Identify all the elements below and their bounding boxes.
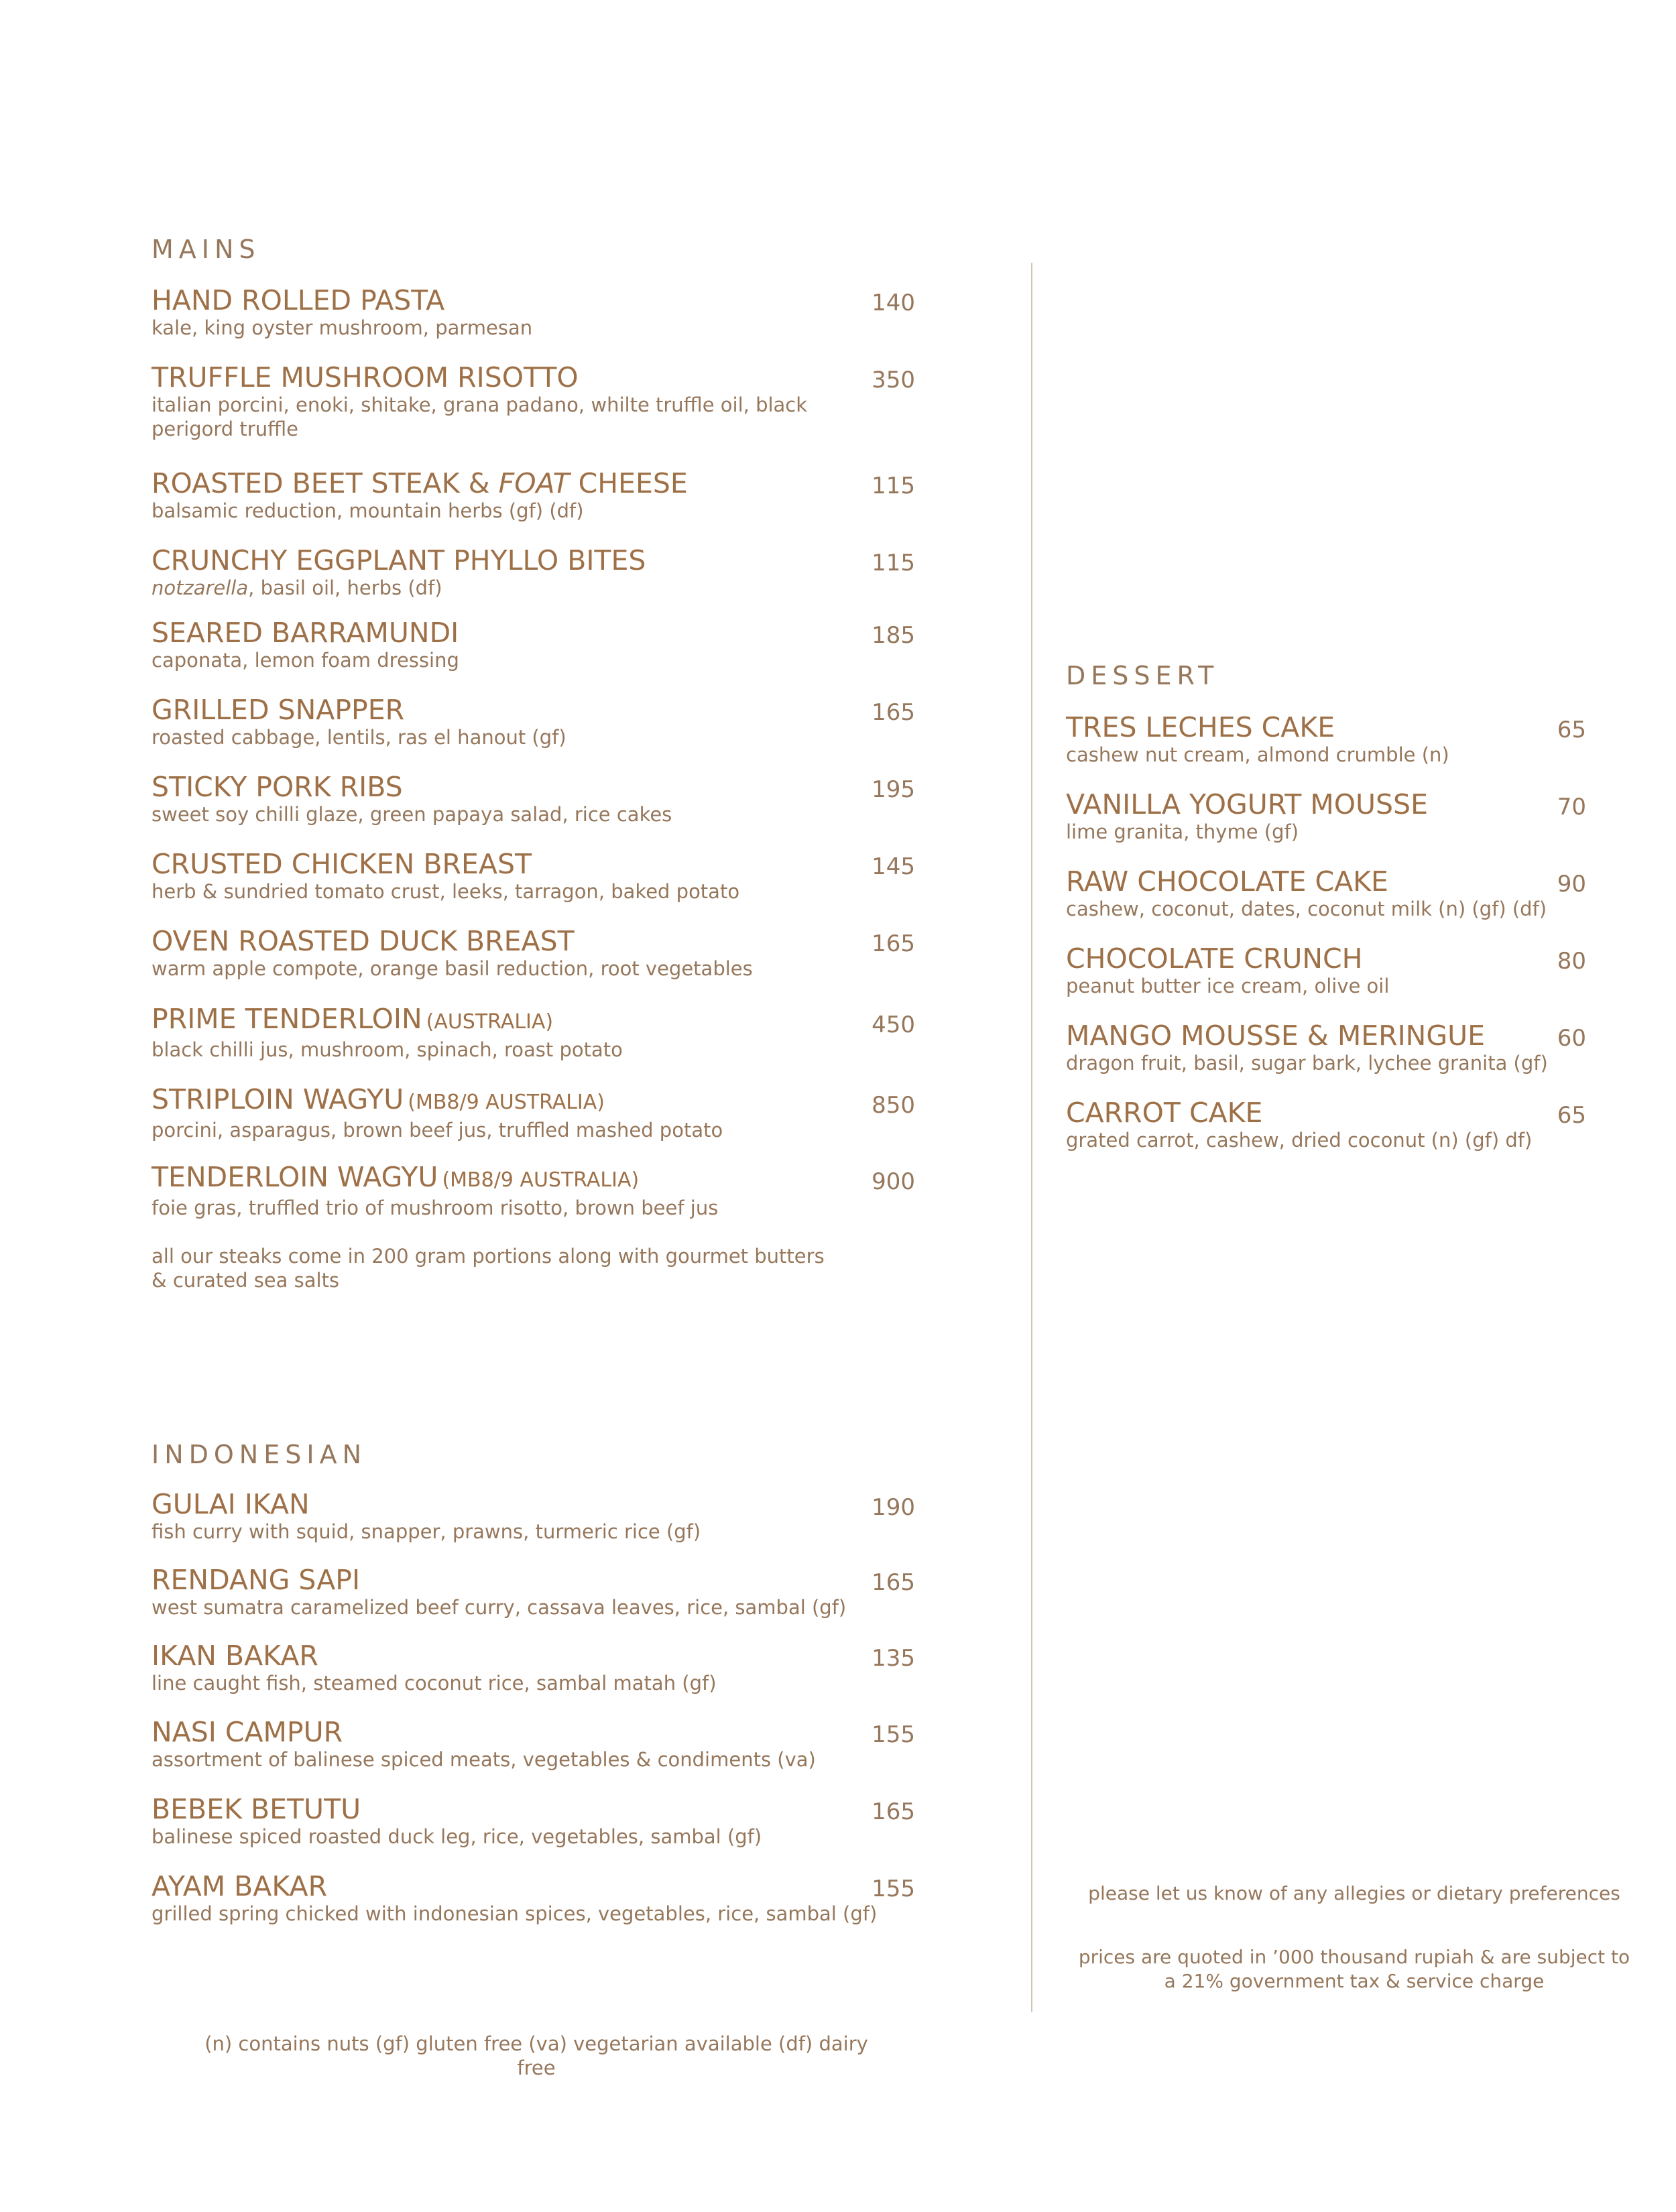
item-price: 850 xyxy=(872,1092,915,1119)
item-desc: sweet soy chilli glaze, green papaya salad, rice cakes xyxy=(152,803,672,826)
menu-item xyxy=(152,1084,723,1142)
item-desc: cashew nut cream, almond crumble (n) xyxy=(1066,743,1449,766)
item-name: RENDANG SAPI xyxy=(152,1564,361,1596)
item-price: 165 xyxy=(872,930,915,957)
item-price: 90 xyxy=(1557,871,1586,898)
item-price: 135 xyxy=(872,1645,915,1672)
steak-footnote xyxy=(152,1244,825,1292)
menu-item xyxy=(152,926,753,981)
item-desc: kale, king oyster mushroom, parmesan xyxy=(152,316,533,339)
menu-item xyxy=(1066,789,1428,844)
menu-item xyxy=(152,1489,701,1544)
menu-item xyxy=(152,1871,877,1926)
column-divider xyxy=(1031,263,1032,2012)
menu-item xyxy=(152,1717,816,1772)
item-desc: line caught fish, steamed coconut rice, sambal matah (gf) xyxy=(152,1672,717,1695)
item-desc: dragon fruit, basil, sugar bark, lychee granita (gf) xyxy=(1066,1052,1548,1074)
item-price: 155 xyxy=(872,1721,915,1748)
item-origin: (MB8/9 AUSTRALIA) xyxy=(442,1168,640,1192)
item-name: MANGO MOUSSE & MERINGUE xyxy=(1066,1020,1486,1052)
item-name: CHOCOLATE CRUNCH xyxy=(1066,942,1363,975)
item-name: TRUFFLE MUSHROOM RISOTTO xyxy=(152,361,579,393)
item-price: 140 xyxy=(872,290,915,316)
item-name: PRIME TENDERLOIN (AUSTRALIA) xyxy=(152,1003,554,1035)
item-price: 60 xyxy=(1557,1025,1586,1052)
mains-heading: MAINS xyxy=(152,235,261,264)
item-desc: warm apple compote, orange basil reduction, root vegetables xyxy=(152,957,753,980)
menu-item xyxy=(152,362,807,441)
item-name: TRES LECHES CAKE xyxy=(1066,711,1335,743)
price-note-line: prices are quoted in ’000 thousand rupiah & are subject to xyxy=(1078,1946,1630,1968)
menu-item xyxy=(1066,712,1449,767)
item-name: STICKY PORK RIBS xyxy=(152,771,403,803)
price-note-line: a 21% government tax & service charge xyxy=(1164,1970,1545,1992)
menu-item xyxy=(152,1640,717,1695)
menu-item xyxy=(152,772,672,826)
menu-item xyxy=(1066,943,1389,998)
menu-item xyxy=(152,694,566,749)
item-name: IKAN BAKAR xyxy=(152,1640,318,1672)
item-price: 165 xyxy=(872,699,915,726)
footnote-line: & curated sea salts xyxy=(152,1269,340,1292)
allergy-note: please let us know of any allegies or dietary preferences xyxy=(1088,1882,1620,1904)
item-name: HAND ROLLED PASTA xyxy=(152,284,445,316)
item-name: AYAM BAKAR xyxy=(152,1870,328,1902)
menu-item xyxy=(152,1564,846,1619)
menu-item xyxy=(152,468,688,523)
item-desc: herb & sundried tomato crust, leeks, tarragon, baked potato xyxy=(152,880,740,903)
item-price: 195 xyxy=(872,776,915,803)
item-name: NASI CAMPUR xyxy=(152,1716,343,1748)
item-name: SEARED BARRAMUNDI xyxy=(152,617,459,649)
menu-item xyxy=(1066,1020,1548,1075)
item-desc: caponata, lemon foam dressing xyxy=(152,649,459,672)
item-price: 65 xyxy=(1557,717,1586,743)
footnote-line: all our steaks come in 200 gram portions along with gourmet butters xyxy=(152,1245,825,1268)
item-name: GRILLED SNAPPER xyxy=(152,694,405,726)
menu-item xyxy=(152,1003,623,1062)
item-desc: fish curry with squid, snapper, prawns, turmeric rice (gf) xyxy=(152,1520,701,1543)
item-desc: peanut butter ice cream, olive oil xyxy=(1066,975,1390,997)
menu-item xyxy=(152,1162,718,1220)
item-name: TENDERLOIN WAGYU (MB8/9 AUSTRALIA) xyxy=(152,1161,640,1193)
item-origin: (MB8/9 AUSTRALIA) xyxy=(408,1091,605,1114)
item-desc: west sumatra caramelized beef curry, cassava leaves, rice, sambal (gf) xyxy=(152,1596,847,1619)
item-name: CRUSTED CHICKEN BREAST xyxy=(152,848,532,880)
item-desc: grilled spring chicked with indonesian spices, vegetables, rice, sambal (gf) xyxy=(152,1902,878,1925)
item-desc: balsamic reduction, mountain herbs (gf) (df) xyxy=(152,499,584,522)
dietary-legend: (n) contains nuts (gf) gluten free (va) vegetarian available (df) dairy free xyxy=(204,2032,868,2079)
item-price: 145 xyxy=(872,853,915,880)
item-name: BEBEK BETUTU xyxy=(152,1793,361,1825)
item-name: CARROT CAKE xyxy=(1066,1097,1263,1129)
item-name: RAW CHOCOLATE CAKE xyxy=(1066,865,1388,898)
item-desc: lime granita, thyme (gf) xyxy=(1066,820,1299,843)
item-price: 190 xyxy=(872,1494,915,1521)
item-name: VANILLA YOGURT MOUSSE xyxy=(1066,788,1428,820)
item-price: 65 xyxy=(1557,1102,1586,1129)
item-price: 165 xyxy=(872,1798,915,1825)
item-desc: balinese spiced roasted duck leg, rice, vegetables, sambal (gf) xyxy=(152,1825,762,1848)
item-price: 70 xyxy=(1557,794,1586,820)
item-desc: porcini, asparagus, brown beef jus, truffled mashed potato xyxy=(152,1119,723,1142)
item-name: CRUNCHY EGGPLANT PHYLLO BITES xyxy=(152,544,646,576)
item-desc: notzarella, basil oil, herbs (df) xyxy=(152,576,442,599)
menu-item xyxy=(1066,1097,1532,1152)
menu-item xyxy=(152,849,739,904)
item-price: 450 xyxy=(872,1011,915,1038)
item-price: 155 xyxy=(872,1876,915,1902)
item-desc: foie gras, truffled trio of mushroom risotto, brown beef jus xyxy=(152,1196,719,1219)
menu-item xyxy=(152,545,646,600)
item-price: 115 xyxy=(872,473,915,499)
item-name: ROASTED BEET STEAK & FOAT CHEESE xyxy=(152,467,688,499)
item-origin: (AUSTRALIA) xyxy=(426,1010,554,1034)
item-desc: black chilli jus, mushroom, spinach, roast potato xyxy=(152,1038,623,1061)
item-name: OVEN ROASTED DUCK BREAST xyxy=(152,925,575,957)
item-desc: assortment of balinese spiced meats, vegetables & condiments (va) xyxy=(152,1748,816,1771)
item-desc: cashew, coconut, dates, coconut milk (n) (gf) (df) xyxy=(1066,898,1547,920)
price-note xyxy=(1066,1945,1642,1993)
item-desc: grated carrot, cashew, dried coconut (n) (gf) df) xyxy=(1066,1129,1533,1152)
item-desc: roasted cabbage, lentils, ras el hanout (gf) xyxy=(152,726,566,749)
item-price: 80 xyxy=(1557,948,1586,975)
item-name: STRIPLOIN WAGYU (MB8/9 AUSTRALIA) xyxy=(152,1083,605,1115)
indonesian-heading: INDONESIAN xyxy=(152,1440,367,1469)
menu-item xyxy=(152,1794,762,1849)
menu-item xyxy=(1066,866,1547,921)
item-desc: italian porcini, enoki, shitake, grana padano, whilte truffle oil, black xyxy=(152,393,808,416)
dessert-heading: DESSERT xyxy=(1066,661,1219,690)
item-desc: perigord truffle xyxy=(152,418,298,440)
item-price: 185 xyxy=(872,622,915,649)
item-name: GULAI IKAN xyxy=(152,1488,310,1520)
menu-item xyxy=(152,285,532,340)
item-price: 115 xyxy=(872,550,915,576)
item-price: 165 xyxy=(872,1569,915,1596)
menu-item xyxy=(152,617,459,672)
item-price: 350 xyxy=(872,367,915,393)
item-price: 900 xyxy=(872,1168,915,1195)
